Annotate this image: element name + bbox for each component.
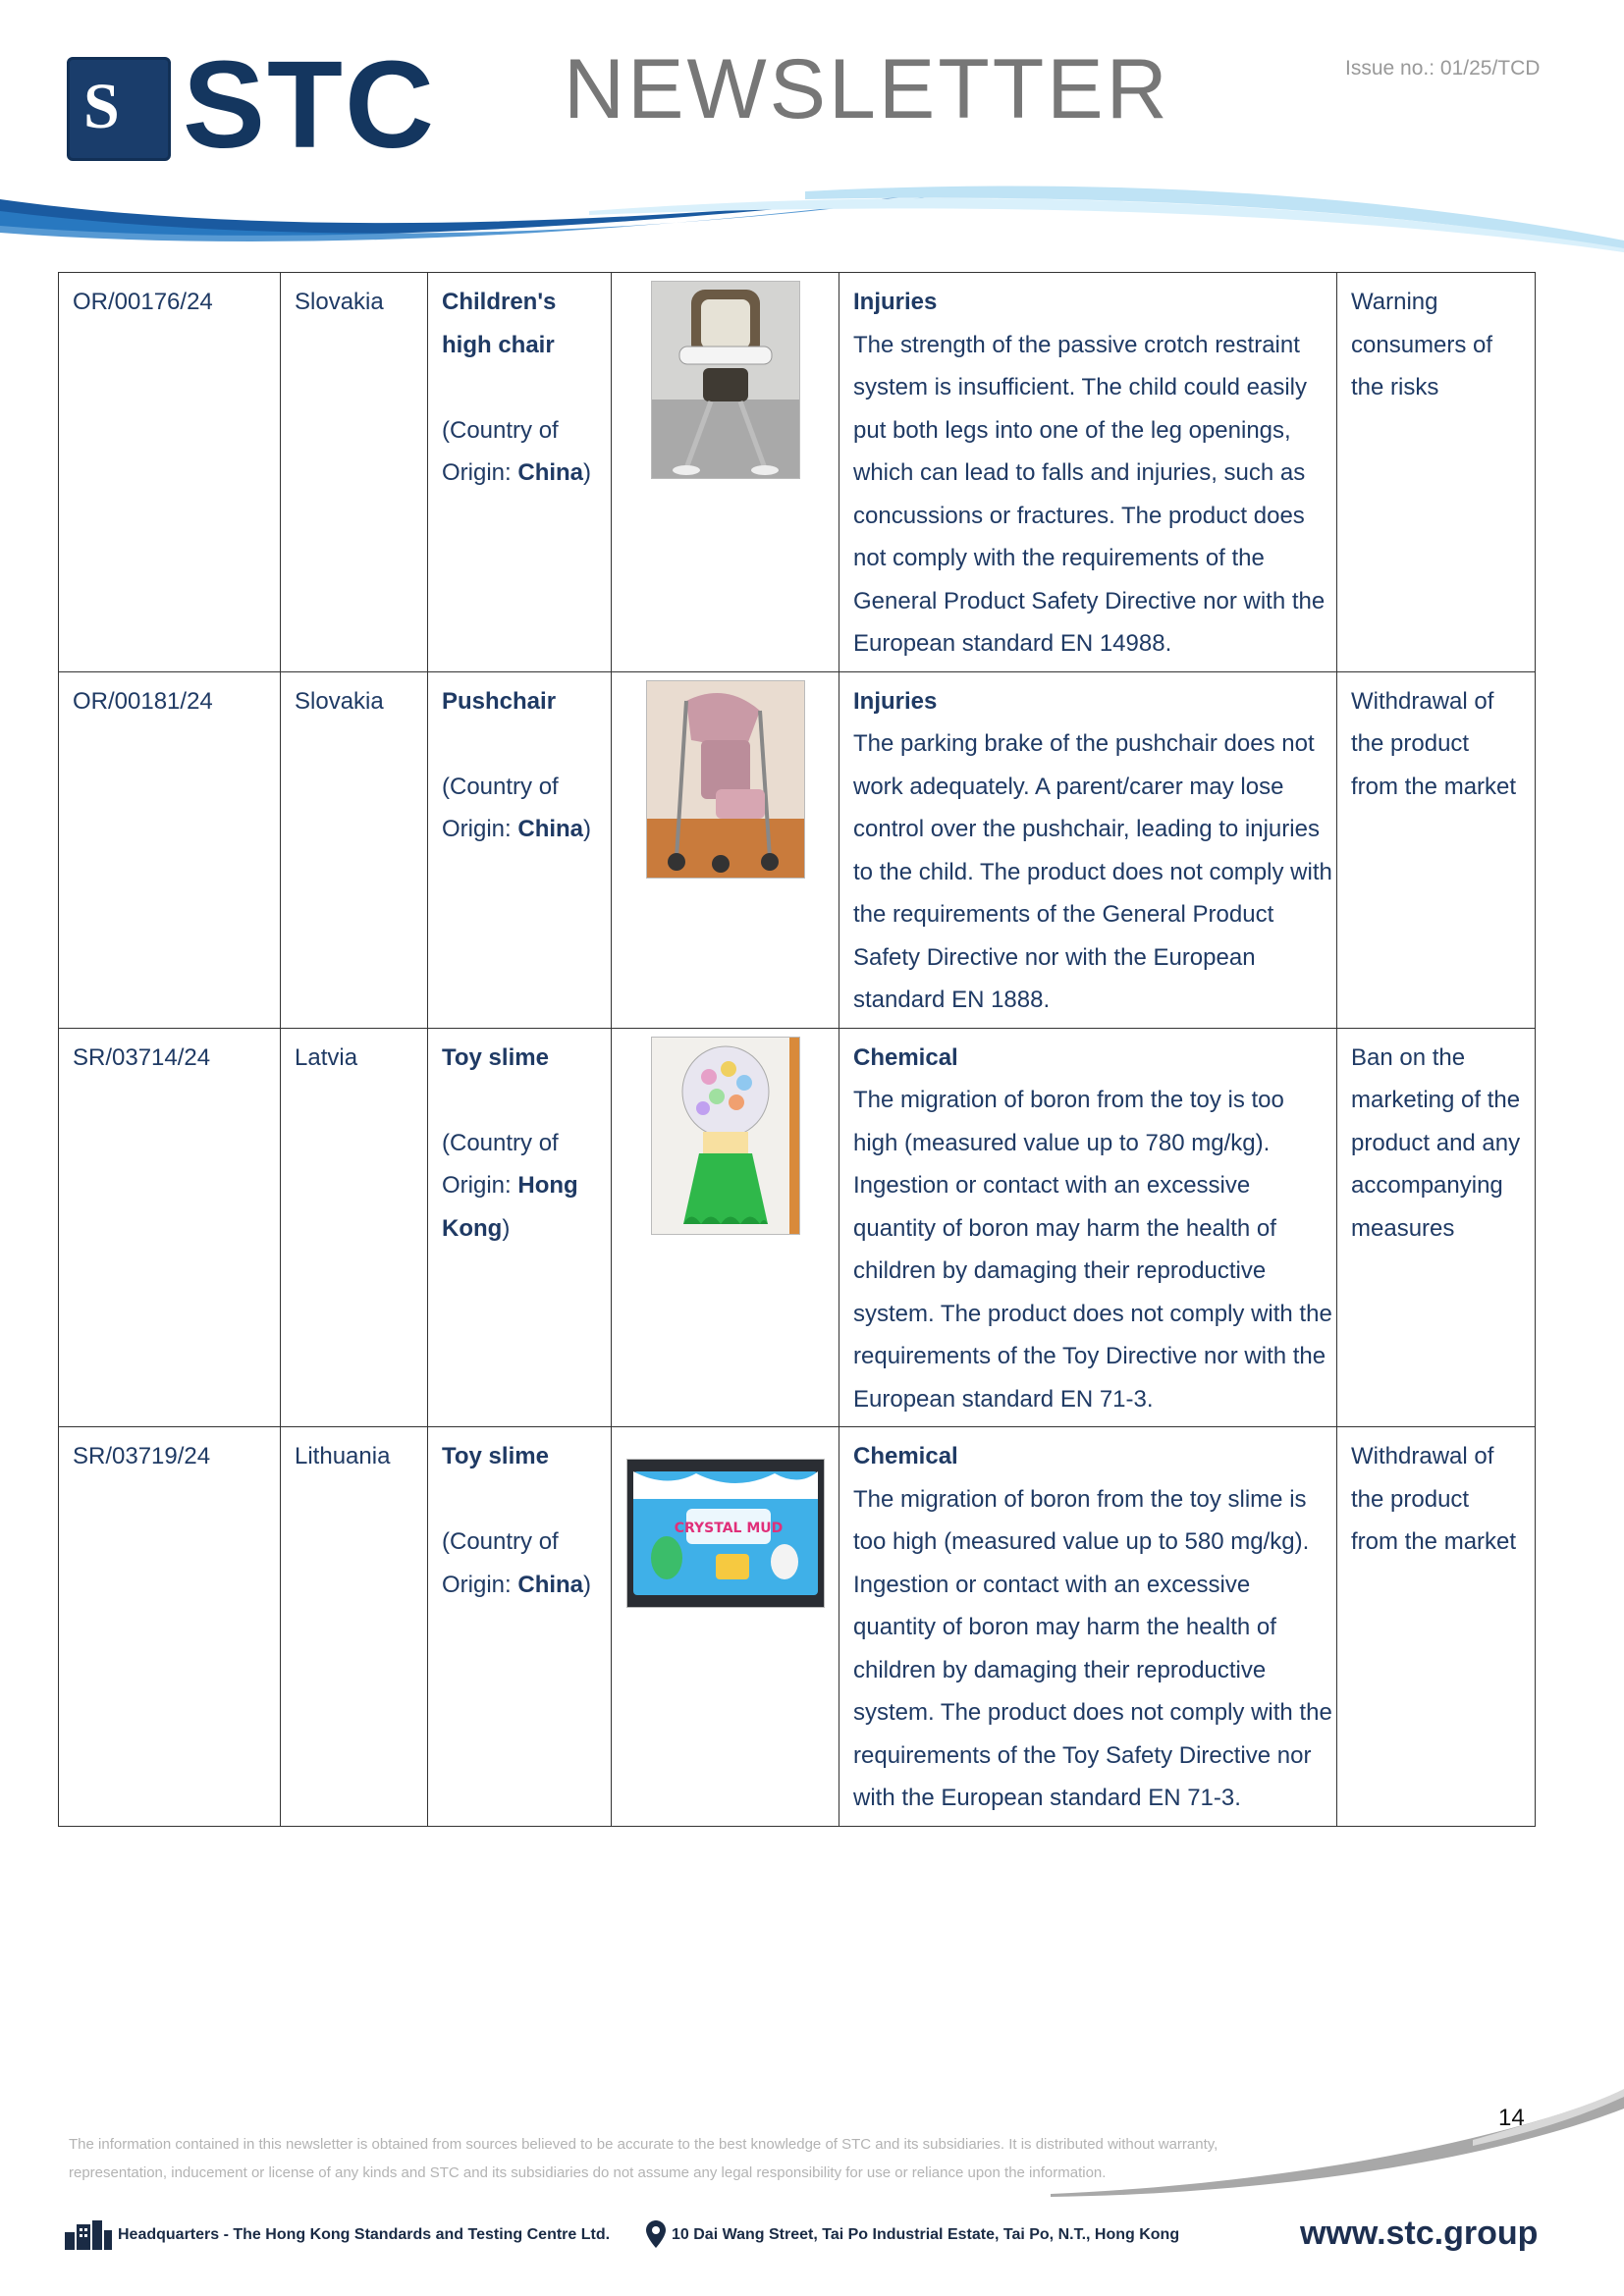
location-pin-icon	[646, 2220, 666, 2248]
description-cell	[839, 671, 1337, 1028]
measure-cell: Warning consumers of the risks	[1337, 273, 1536, 672]
country-cell: Slovakia	[281, 671, 428, 1028]
reference-cell: OR/00181/24	[59, 671, 281, 1028]
product-name: Pushchair	[442, 687, 557, 715]
newsletter-title: NEWSLETTER	[564, 42, 1170, 136]
image-cell	[612, 273, 839, 672]
table-row	[59, 1427, 1536, 1827]
measure-cell: Withdrawal of the product from the market	[1337, 1427, 1536, 1827]
page-header	[0, 0, 1624, 255]
risk-type: Chemical	[853, 1043, 958, 1071]
header-swoosh	[0, 182, 1624, 255]
origin-label: (Country of Origin:	[442, 1528, 559, 1598]
country-cell: Latvia	[281, 1028, 428, 1427]
stc-logo	[67, 35, 460, 174]
table-row	[59, 671, 1536, 1028]
country-cell: Slovakia	[281, 273, 428, 672]
origin-close: )	[583, 1571, 592, 1598]
risk-type: Injuries	[853, 289, 938, 315]
risk-description: The migration of boron from the toy slime is too high (measured value up to 580 mg/kg). Ingestion or contact with an excessive quantity of boron may harm the health of children by damaging their reproductive system. The product does not comply with the requirements of the Toy Safety Directive nor with the European standard EN 71-3.	[853, 1485, 1332, 1811]
recall-table	[58, 272, 1536, 1827]
website-link[interactable]: www.stc.group	[1300, 2215, 1539, 2252]
description-cell	[839, 1427, 1337, 1827]
image-cell	[612, 1028, 839, 1427]
origin-label: (Country of Origin:	[442, 1129, 559, 1199]
product-cell	[428, 671, 612, 1028]
origin-country: China	[517, 459, 584, 486]
image-cell	[612, 1427, 839, 1827]
toy-slime-box-photo	[626, 1459, 825, 1608]
risk-description: The strength of the passive crotch restraint system is insufficient. The child could easily put both legs into one of the leg openings, which can lead to falls and injuries, such as concussions or fractures. The product does not comply with the requirements of the General Product Safety Directive nor with the European standard EN 14988.	[853, 331, 1326, 657]
headquarters-text: Headquarters - The Hong Kong Standards and Testing Centre Ltd.	[118, 2226, 611, 2243]
measure-cell: Ban on the marketing of the product and any accompanying measures	[1337, 1028, 1536, 1427]
origin-label: (Country of Origin:	[442, 416, 559, 486]
box-brand-text: CRYSTAL MUD	[674, 1521, 783, 1536]
product-name: Toy slime	[442, 1443, 549, 1469]
risk-description: The migration of boron from the toy is too high (measured value up to 780 mg/kg). Ingestion or contact with an excessive quantity of boron may harm the health of children by damaging their reproductive system. The product does not comply with the requirements of the Toy Directive nor with the European standard EN 71-3.	[853, 1087, 1332, 1413]
origin-close: )	[502, 1214, 511, 1242]
product-name: Toy slime	[442, 1043, 549, 1071]
address-text: 10 Dai Wang Street, Tai Po Industrial Estate, Tai Po, N.T., Hong Kong	[672, 2226, 1180, 2243]
description-cell	[839, 273, 1337, 672]
building-icon	[65, 2220, 112, 2250]
product-cell	[428, 1427, 612, 1827]
origin-country: Hong Kong	[442, 1172, 578, 1242]
origin-label: (Country of Origin:	[442, 773, 559, 842]
reference-cell: OR/00176/24	[59, 273, 281, 672]
issue-number: Issue no.: 01/25/TCD	[1345, 57, 1541, 80]
image-cell	[612, 671, 839, 1028]
risk-type: Injuries	[853, 687, 938, 715]
product-name: Children's high chair	[442, 289, 557, 358]
pushchair-photo	[646, 680, 805, 879]
table-row	[59, 1028, 1536, 1427]
origin-close: )	[583, 816, 592, 842]
stc-logo-text: STC	[183, 35, 436, 174]
measure-cell: Withdrawal of the product from the market	[1337, 671, 1536, 1028]
high-chair-photo	[651, 281, 800, 479]
product-cell	[428, 273, 612, 672]
origin-country: China	[517, 1571, 584, 1598]
country-cell: Lithuania	[281, 1427, 428, 1827]
disclaimer-text: The information contained in this newsletter is obtained from sources believed to be accurate to the best knowledge of STC and its subsidiaries. It is distributed without warranty, representation, inducement or license of any kinds and STC and its subsidiaries do not assume any legal responsibility for use or reliance upon the information.	[69, 2136, 1218, 2181]
reference-cell: SR/03714/24	[59, 1028, 281, 1427]
origin-country: China	[517, 816, 584, 842]
risk-type: Chemical	[853, 1443, 958, 1469]
reference-cell: SR/03719/24	[59, 1427, 281, 1827]
stc-logo-mark: S	[67, 57, 171, 161]
origin-close: )	[583, 459, 592, 486]
page-number: 14	[1498, 2105, 1525, 2131]
description-cell	[839, 1028, 1337, 1427]
product-cell	[428, 1028, 612, 1427]
table-row	[59, 273, 1536, 672]
toy-slime-jar-photo	[651, 1037, 800, 1235]
risk-description: The parking brake of the pushchair does not work adequately. A parent/carer may lose control over the pushchair, leading to injuries to the child. The product does not comply with the requirements of the General Product Safety Directive nor with the European standard EN 1888.	[853, 730, 1332, 1013]
